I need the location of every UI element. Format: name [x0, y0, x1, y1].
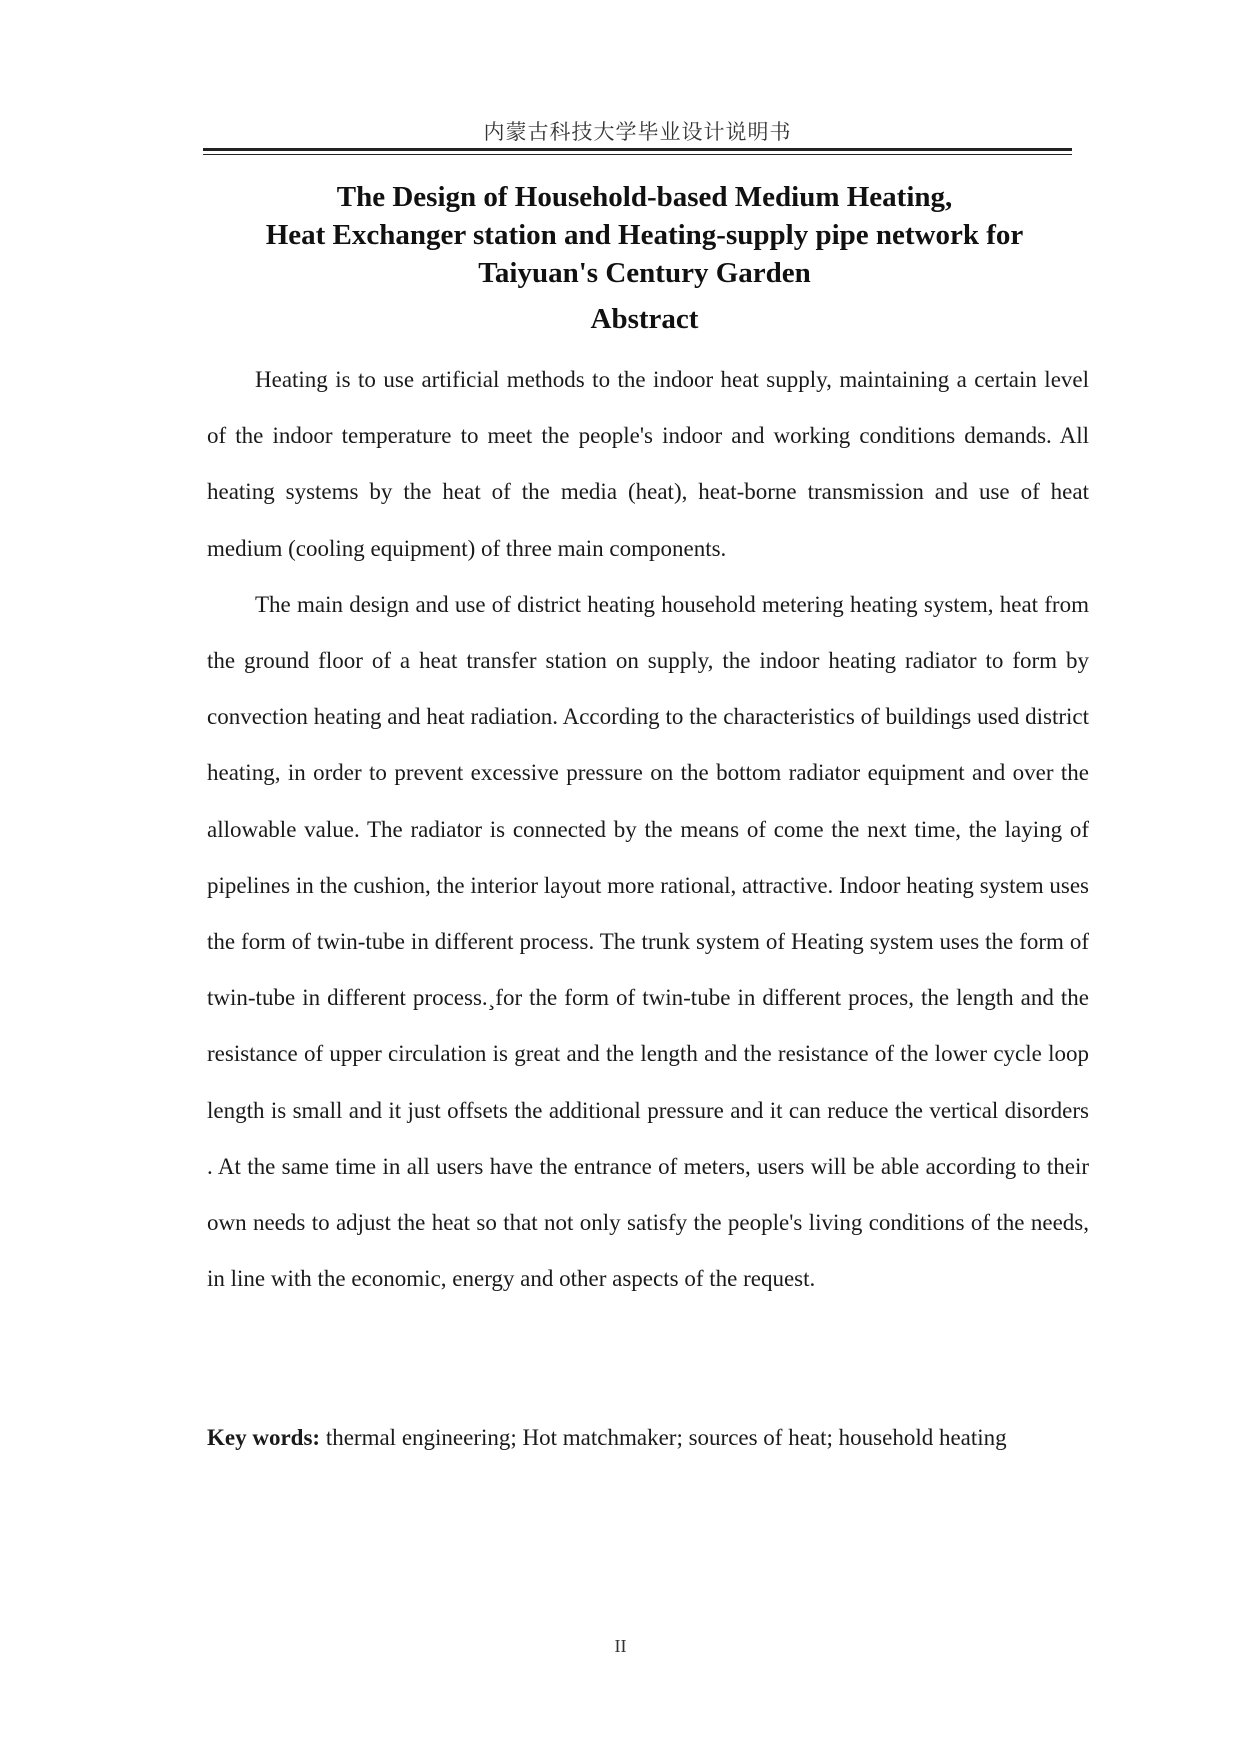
abstract-paragraph-2: The main design and use of district heating household metering heating system, heat from the ground floor of a heat transfer station on supply, the indoor heating radiator to form by convection heating and heat radiation. According to the characteristics of buildings used district heating, in order to prevent excessive pressure on the bottom radiator equipment and over the allowable value. The radiator is connected by the means of come the next time, the laying of pipelines in the cushion, the interior layout more rational, attractive. Indoor heating system uses the form of twin-tube in different process. The trunk system of Heating system uses the form of twin-tube in different process.¸for the form of twin-tube in different proces, the length and the resistance of upper circulation is great and the length and the resistance of the lower cycle loop length is small and it just offsets the additional pressure and it can reduce the vertical disorders . At the same time in all users have the entrance of meters, users will be able according to their own needs to adjust the heat so that not only satisfy the people's living conditions of the needs, in line with the economic, energy and other aspects of the request.	[207, 591, 1089, 1292]
keywords-label: Key words:	[207, 1425, 321, 1450]
document-title	[180, 178, 1109, 292]
keywords-text: thermal engineering; Hot matchmaker; sources of heat; household heating	[320, 1425, 1007, 1450]
title-line-3: Taiyuan's Century Garden	[478, 257, 811, 289]
page-number: II	[614, 1636, 627, 1656]
header-rule-thick	[203, 148, 1072, 151]
abstract-paragraph-1: Heating is to use artificial methods to the indoor heat supply, maintaining a certain level of the indoor temperature to meet the people's indoor and working conditions demands. All heating systems by the heat of the media (heat), heat-borne transmission and use of heat medium (cooling equipment) of three main components.	[207, 367, 1089, 561]
keywords-line	[207, 1418, 1107, 1458]
title-line-2: Heat Exchanger station and Heating-supply pipe network for	[265, 219, 1024, 251]
abstract-body	[207, 352, 1089, 1307]
title-line-1: The Design of Household-based Medium Heating,	[336, 181, 953, 213]
abstract-heading: Abstract	[590, 303, 699, 335]
header-rule-thin	[203, 154, 1072, 155]
running-header: 内蒙古科技大学毕业设计说明书	[483, 120, 792, 144]
